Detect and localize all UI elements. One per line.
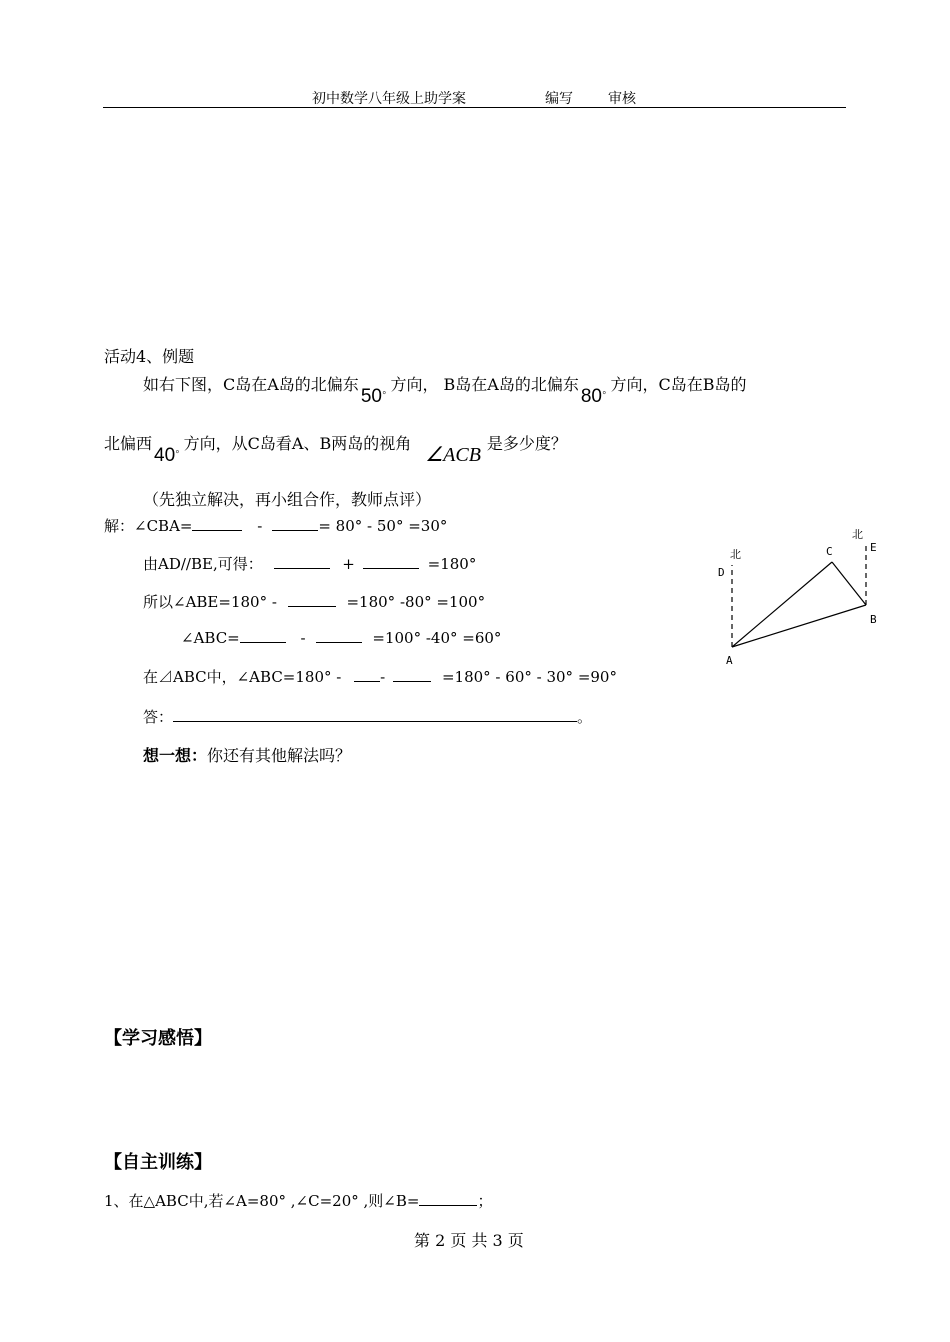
answer-end-mark: 。 [577, 708, 593, 726]
solution-result: =100° -40° =60° [372, 629, 502, 647]
degree-mark: ° [602, 391, 607, 401]
page-number: 第 2 页 共 3 页 [414, 1231, 524, 1250]
minus-sign: - [257, 517, 263, 535]
solution-line-5 [143, 666, 617, 687]
question-end-mark: ； [477, 1192, 493, 1210]
solution-line-4 [181, 628, 501, 647]
answer-label: 答： [143, 708, 174, 726]
answer-blank[interactable] [393, 667, 431, 682]
solution-text: 在⊿ABC中，∠ABC=180° - [143, 668, 342, 686]
degree-40: 40 [154, 445, 176, 466]
header-rule [103, 107, 846, 108]
think-line [143, 743, 351, 766]
answer-blank[interactable] [192, 516, 242, 531]
answer-blank[interactable] [354, 667, 380, 682]
answer-blank[interactable] [173, 707, 577, 722]
solution-line-2 [143, 553, 476, 574]
header-author-label: 编写 [545, 91, 573, 107]
solution-label: 解：∠CBA= [104, 517, 193, 535]
answer-blank[interactable] [240, 628, 286, 643]
point-label-a: A [726, 654, 733, 667]
answer-blank[interactable] [272, 516, 318, 531]
solution-text: 所以∠ABE=180° - [143, 593, 277, 611]
problem-text-1c: 方向，C岛在B岛的 [610, 375, 747, 394]
point-label-e: E [870, 541, 877, 554]
solution-text: 由AD//BE,可得： [143, 555, 263, 573]
answer-blank[interactable] [274, 554, 330, 569]
answer-blank[interactable] [363, 554, 419, 569]
degree-50: 50 [360, 386, 382, 407]
solution-result: = 80° - 50° =30° [318, 517, 448, 535]
degree-mark: ° [381, 391, 387, 401]
problem-text-2c: 是多少度？ [486, 434, 567, 453]
point-label-d: D [718, 566, 725, 579]
problem-text-1a: 如右下图，C岛在A岛的北偏东 [143, 375, 359, 394]
north-label-right: 北 [852, 528, 863, 541]
segment-ac [732, 562, 832, 647]
point-label-b: B [870, 613, 877, 626]
segment-cb [832, 562, 866, 605]
angle-acb: ∠ACB [425, 444, 481, 466]
north-label-left: 北 [730, 548, 741, 561]
solution-line-1 [104, 515, 447, 536]
header-reviewer-label: 审核 [608, 91, 636, 107]
practice-question-1 [104, 1190, 492, 1211]
minus-sign: - [380, 668, 386, 686]
bearing-figure [700, 515, 900, 675]
problem-text-2a: 北偏西 [104, 434, 153, 453]
degree-80: 80 [580, 386, 602, 407]
think-label: 想一想： [143, 746, 208, 765]
problem-line-1 [143, 372, 747, 407]
answer-line [143, 706, 592, 727]
solution-result: =180° - 60° - 30° =90° [441, 668, 617, 686]
problem-text-2b: 方向，从C岛看A、B两岛的视角 [183, 434, 412, 453]
degree-mark: ° [175, 450, 180, 460]
point-label-c: C [826, 545, 833, 558]
activity-title: 活动4、例题 [104, 347, 195, 366]
answer-blank[interactable] [419, 1191, 477, 1206]
solution-result: =180° [427, 555, 477, 573]
section-reflection: 【学习感悟】 [104, 1028, 212, 1049]
solution-result: =180° -80° =100° [346, 593, 486, 611]
plus-sign: + [342, 555, 355, 573]
problem-text-1b: 方向， B岛在A岛的北偏东 [390, 375, 579, 394]
solution-line-3 [143, 591, 485, 612]
problem-line-2 [104, 430, 567, 466]
solve-note: （先独立解决，再小组合作，教师点评） [143, 490, 432, 509]
think-text: 你还有其他解法吗？ [207, 746, 352, 765]
question-text: 1、在△ABC中,若∠A=80° ,∠C=20° ,则∠B= [104, 1192, 420, 1210]
segment-ab [732, 605, 866, 647]
section-practice: 【自主训练】 [104, 1152, 212, 1173]
answer-blank[interactable] [288, 592, 336, 607]
minus-sign: - [300, 629, 306, 647]
answer-blank[interactable] [316, 628, 362, 643]
solution-text: ∠ABC= [181, 629, 240, 647]
header-title: 初中数学八年级上助学案 [312, 91, 466, 107]
